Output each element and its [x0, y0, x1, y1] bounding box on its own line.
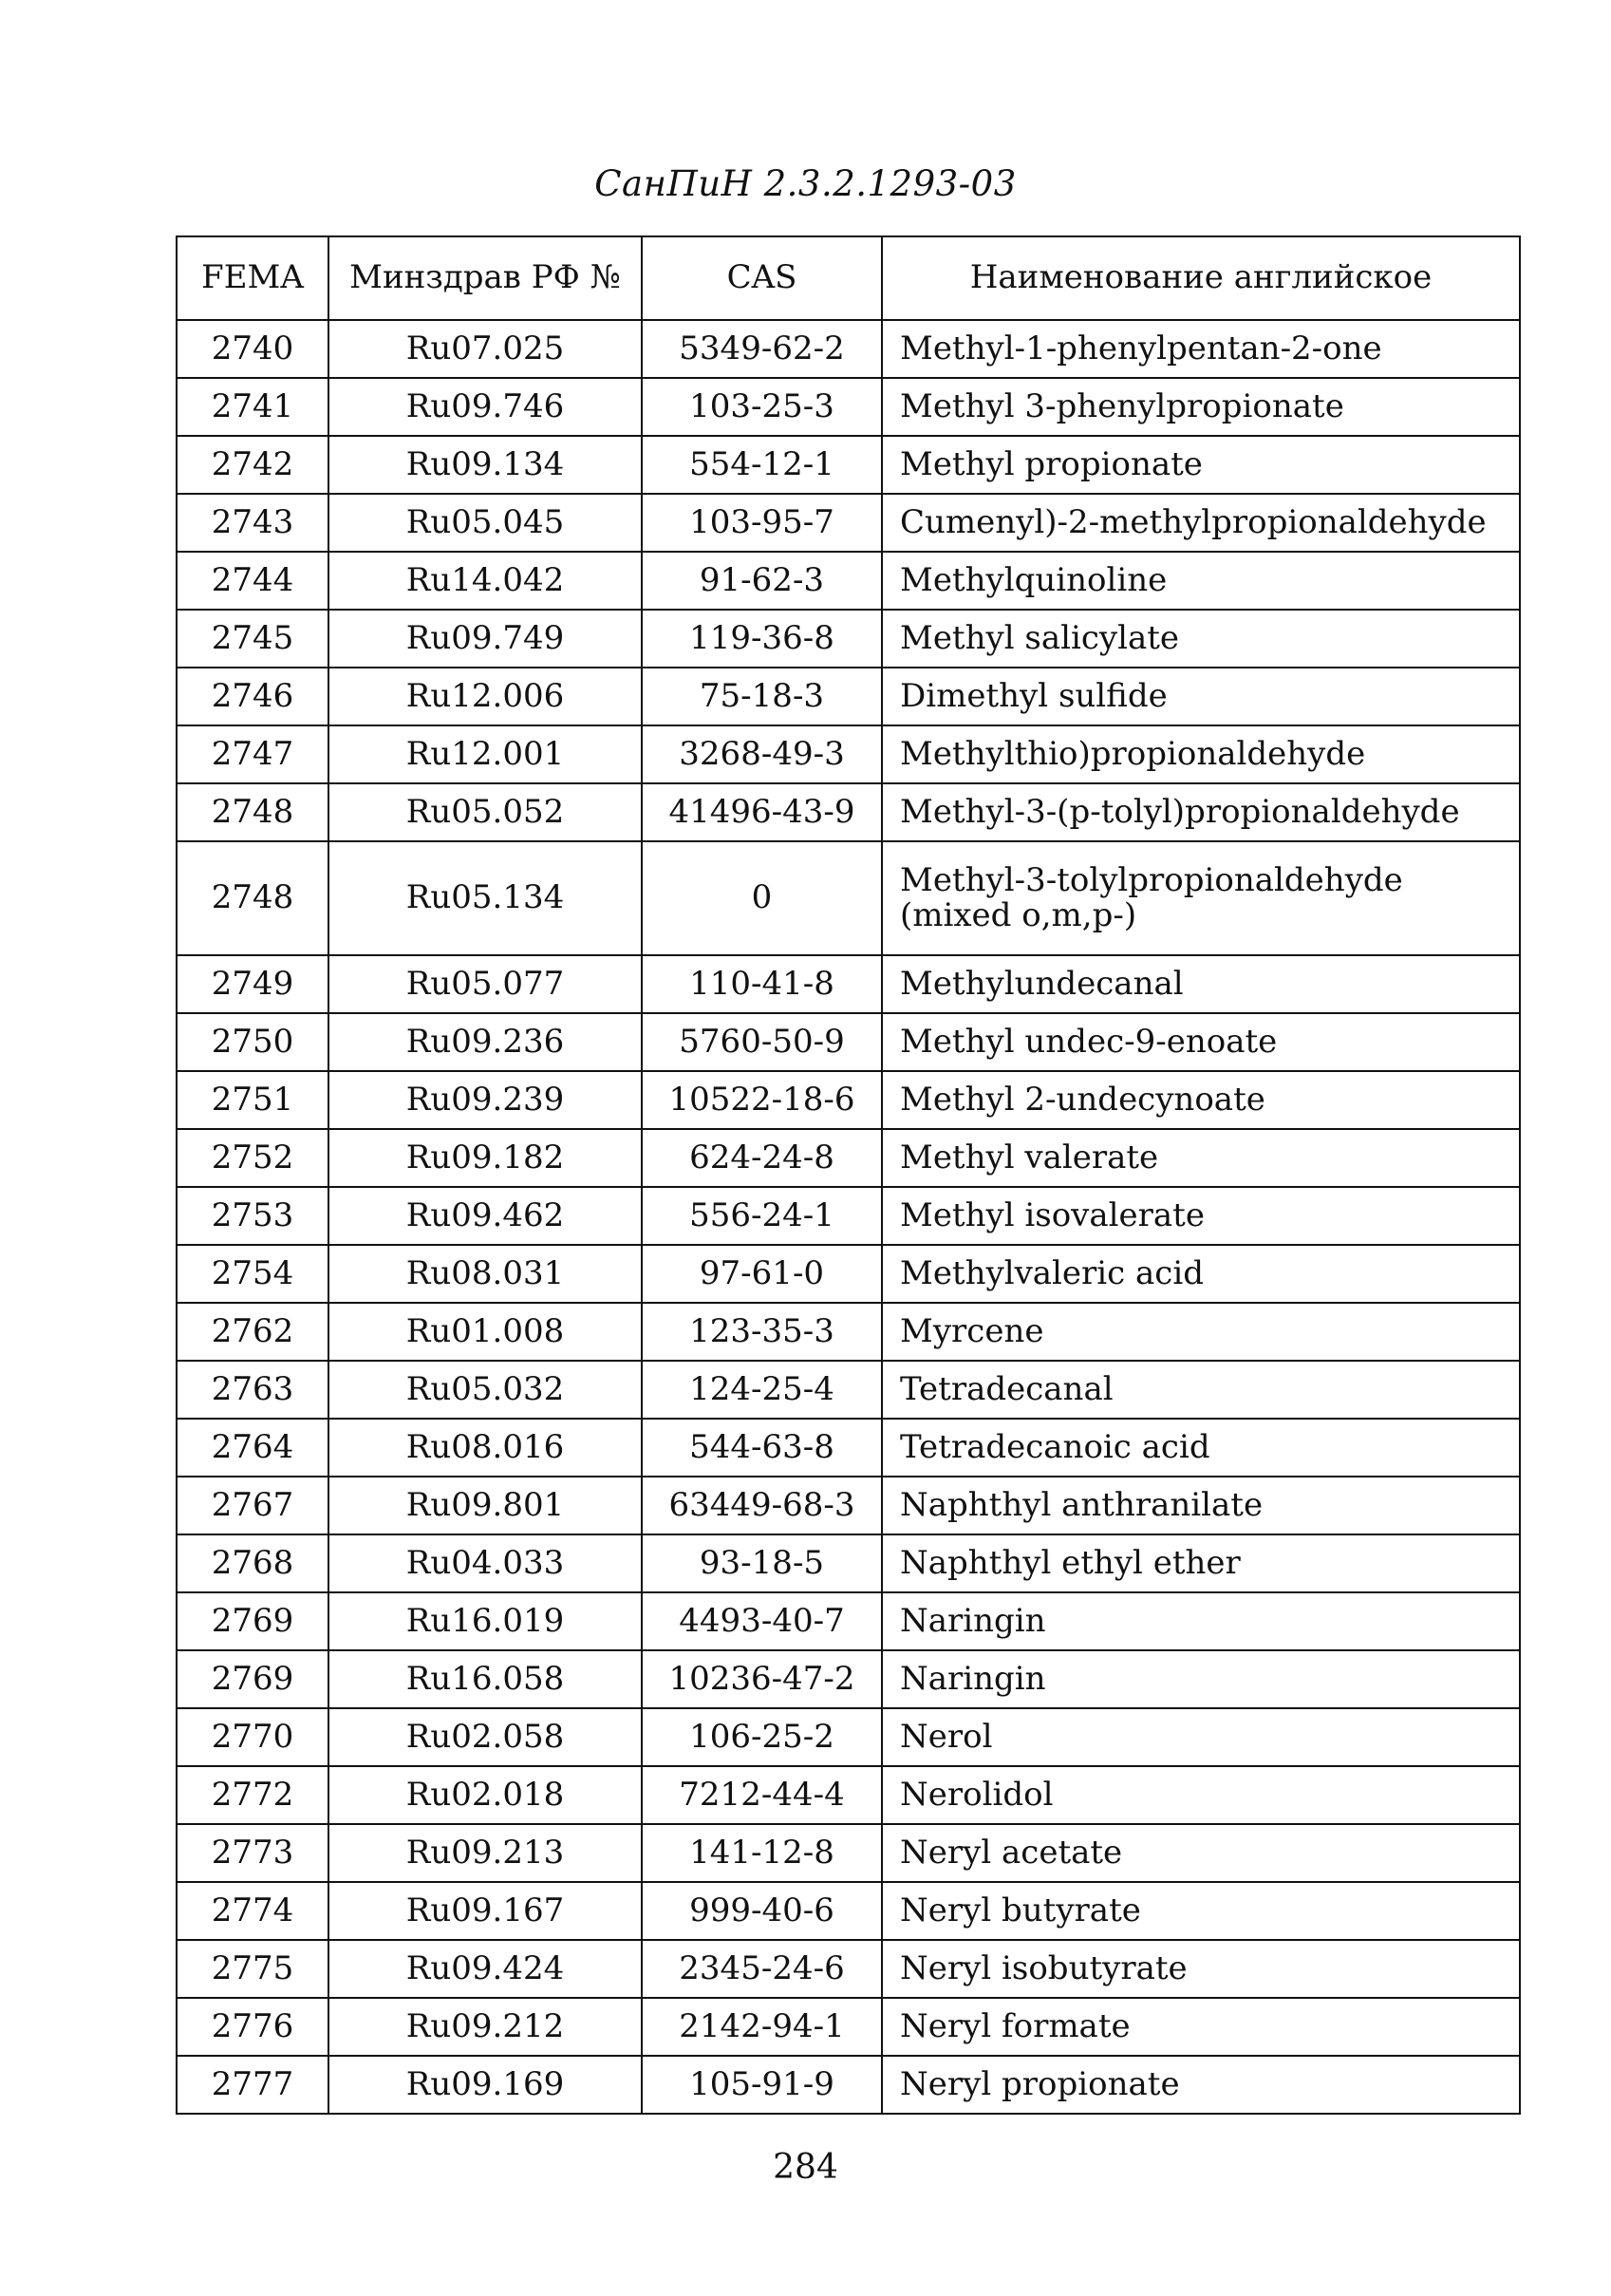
cell-minzdrav-number: Ru08.016: [328, 1419, 642, 1477]
cell-cas-number: 7212-44-4: [642, 1766, 882, 1824]
cell-english-name: Methyl isovalerate: [882, 1187, 1520, 1245]
cell-fema: 2745: [177, 610, 328, 668]
table-row: [177, 494, 1520, 552]
cell-fema: 2748: [177, 841, 328, 955]
table-body: [177, 320, 1520, 2114]
table-row: [177, 841, 1520, 955]
document-header: СанПиН 2.3.2.1293-03: [594, 163, 1017, 204]
cell-english-name: Methyl valerate: [882, 1129, 1520, 1187]
cell-cas-number: 5760-50-9: [642, 1013, 882, 1071]
cell-fema: 2750: [177, 1013, 328, 1071]
table-row: [177, 1998, 1520, 2056]
cell-english-name: Nerol: [882, 1708, 1520, 1766]
column-header-cas: CAS: [642, 236, 882, 320]
cell-minzdrav-number: Ru09.169: [328, 2056, 642, 2114]
cell-cas-number: 75-18-3: [642, 668, 882, 725]
cell-fema: 2769: [177, 1592, 328, 1650]
table-row: [177, 1882, 1520, 1940]
cell-english-name: Methyl-3-tolylpropionaldehyde (mixed o,m,p-): [882, 841, 1520, 955]
cell-cas-number: 4493-40-7: [642, 1592, 882, 1650]
cell-minzdrav-number: Ru02.058: [328, 1708, 642, 1766]
table-row: [177, 1013, 1520, 1071]
cell-minzdrav-number: Ru09.746: [328, 378, 642, 436]
cell-minzdrav-number: Ru09.167: [328, 1882, 642, 1940]
cell-english-name: Methylundecanal: [882, 955, 1520, 1013]
cell-fema: 2741: [177, 378, 328, 436]
cell-fema: 2775: [177, 1940, 328, 1998]
cell-english-name: Dimethyl sulfide: [882, 668, 1520, 725]
cell-fema: 2774: [177, 1882, 328, 1940]
cell-minzdrav-number: Ru02.018: [328, 1766, 642, 1824]
cell-fema: 2773: [177, 1824, 328, 1882]
table-row: [177, 320, 1520, 378]
table-row: [177, 1650, 1520, 1708]
table-row: [177, 1766, 1520, 1824]
table-row: [177, 378, 1520, 436]
cell-cas-number: 103-95-7: [642, 494, 882, 552]
cell-fema: 2768: [177, 1534, 328, 1592]
cell-cas-number: 3268-49-3: [642, 725, 882, 783]
cell-english-name: Methyl propionate: [882, 436, 1520, 494]
cell-fema: 2769: [177, 1650, 328, 1708]
cell-cas-number: 63449-68-3: [642, 1477, 882, 1534]
cell-minzdrav-number: Ru05.052: [328, 783, 642, 841]
table-header: [177, 236, 1520, 320]
table-row: [177, 783, 1520, 841]
table-row: [177, 1940, 1520, 1998]
cell-cas-number: 119-36-8: [642, 610, 882, 668]
cell-english-name: Neryl acetate: [882, 1824, 1520, 1882]
table-row: [177, 1534, 1520, 1592]
cell-fema: 2748: [177, 783, 328, 841]
cell-cas-number: 10236-47-2: [642, 1650, 882, 1708]
cell-cas-number: 5349-62-2: [642, 320, 882, 378]
cell-english-name: Methylquinoline: [882, 552, 1520, 610]
cell-fema: 2770: [177, 1708, 328, 1766]
cell-english-name: Methyl-1-phenylpentan-2-one: [882, 320, 1520, 378]
cell-fema: 2777: [177, 2056, 328, 2114]
cell-minzdrav-number: Ru09.236: [328, 1013, 642, 1071]
cell-minzdrav-number: Ru05.134: [328, 841, 642, 955]
cell-fema: 2753: [177, 1187, 328, 1245]
cell-minzdrav-number: Ru09.749: [328, 610, 642, 668]
cell-minzdrav-number: Ru09.212: [328, 1998, 642, 2056]
cell-fema: 2747: [177, 725, 328, 783]
cell-fema: 2749: [177, 955, 328, 1013]
cell-minzdrav-number: Ru09.462: [328, 1187, 642, 1245]
cell-english-name: Neryl formate: [882, 1998, 1520, 2056]
cell-minzdrav-number: Ru12.001: [328, 725, 642, 783]
cell-minzdrav-number: Ru14.042: [328, 552, 642, 610]
cell-cas-number: 124-25-4: [642, 1361, 882, 1419]
table-row: [177, 725, 1520, 783]
cell-english-name: Naphthyl anthranilate: [882, 1477, 1520, 1534]
table-header-row: [177, 236, 1520, 320]
substances-table-container: [176, 235, 1519, 2115]
cell-minzdrav-number: Ru16.019: [328, 1592, 642, 1650]
cell-english-name: Nerolidol: [882, 1766, 1520, 1824]
substances-table: [176, 235, 1521, 2115]
table-row: [177, 1592, 1520, 1650]
table-row: [177, 1419, 1520, 1477]
table-row: [177, 1708, 1520, 1766]
cell-cas-number: 123-35-3: [642, 1303, 882, 1361]
cell-fema: 2767: [177, 1477, 328, 1534]
table-row: [177, 1303, 1520, 1361]
column-header-english-name: Наименование английское: [882, 236, 1520, 320]
cell-english-name: Neryl butyrate: [882, 1882, 1520, 1940]
cell-cas-number: 624-24-8: [642, 1129, 882, 1187]
table-row: [177, 1129, 1520, 1187]
cell-cas-number: 105-91-9: [642, 2056, 882, 2114]
table-row: [177, 1477, 1520, 1534]
table-row: [177, 610, 1520, 668]
cell-minzdrav-number: Ru05.077: [328, 955, 642, 1013]
cell-minzdrav-number: Ru04.033: [328, 1534, 642, 1592]
cell-minzdrav-number: Ru09.801: [328, 1477, 642, 1534]
table-row: [177, 2056, 1520, 2114]
table-row: [177, 436, 1520, 494]
cell-minzdrav-number: Ru07.025: [328, 320, 642, 378]
cell-minzdrav-number: Ru01.008: [328, 1303, 642, 1361]
cell-english-name: Myrcene: [882, 1303, 1520, 1361]
cell-cas-number: 106-25-2: [642, 1708, 882, 1766]
cell-fema: 2776: [177, 1998, 328, 2056]
cell-cas-number: 91-62-3: [642, 552, 882, 610]
cell-cas-number: 0: [642, 841, 882, 955]
cell-minzdrav-number: Ru05.045: [328, 494, 642, 552]
cell-fema: 2752: [177, 1129, 328, 1187]
cell-cas-number: 544-63-8: [642, 1419, 882, 1477]
table-row: [177, 1361, 1520, 1419]
cell-english-name: Methyl 3-phenylpropionate: [882, 378, 1520, 436]
column-header-fema: FEMA: [177, 236, 328, 320]
cell-cas-number: 97-61-0: [642, 1245, 882, 1303]
cell-english-name: Methylthio)propionaldehyde: [882, 725, 1520, 783]
cell-fema: 2772: [177, 1766, 328, 1824]
cell-english-name: Cumenyl)-2-methylpropionaldehyde: [882, 494, 1520, 552]
cell-english-name: Methyl salicylate: [882, 610, 1520, 668]
table-row: [177, 552, 1520, 610]
table-row: [177, 1071, 1520, 1129]
cell-minzdrav-number: Ru16.058: [328, 1650, 642, 1708]
cell-english-name: Tetradecanal: [882, 1361, 1520, 1419]
cell-english-name: Methyl-3-(p-tolyl)propionaldehyde: [882, 783, 1520, 841]
cell-minzdrav-number: Ru09.134: [328, 436, 642, 494]
cell-cas-number: 141-12-8: [642, 1824, 882, 1882]
cell-fema: 2762: [177, 1303, 328, 1361]
table-row: [177, 955, 1520, 1013]
cell-cas-number: 103-25-3: [642, 378, 882, 436]
cell-english-name: Neryl propionate: [882, 2056, 1520, 2114]
cell-fema: 2740: [177, 320, 328, 378]
page-number: 284: [773, 2148, 838, 2187]
table-row: [177, 1187, 1520, 1245]
cell-cas-number: 999-40-6: [642, 1882, 882, 1940]
cell-english-name: Neryl isobutyrate: [882, 1940, 1520, 1998]
cell-minzdrav-number: Ru08.031: [328, 1245, 642, 1303]
cell-english-name: Naringin: [882, 1650, 1520, 1708]
cell-english-name: Naringin: [882, 1592, 1520, 1650]
table-row: [177, 1245, 1520, 1303]
cell-minzdrav-number: Ru09.424: [328, 1940, 642, 1998]
cell-fema: 2744: [177, 552, 328, 610]
cell-minzdrav-number: Ru09.182: [328, 1129, 642, 1187]
cell-minzdrav-number: Ru12.006: [328, 668, 642, 725]
table-row: [177, 1824, 1520, 1882]
cell-cas-number: 110-41-8: [642, 955, 882, 1013]
cell-fema: 2743: [177, 494, 328, 552]
cell-fema: 2764: [177, 1419, 328, 1477]
cell-english-name: Naphthyl ethyl ether: [882, 1534, 1520, 1592]
cell-cas-number: 2142-94-1: [642, 1998, 882, 2056]
cell-cas-number: 554-12-1: [642, 436, 882, 494]
cell-minzdrav-number: Ru09.213: [328, 1824, 642, 1882]
cell-english-name: Methylvaleric acid: [882, 1245, 1520, 1303]
cell-cas-number: 10522-18-6: [642, 1071, 882, 1129]
cell-english-name: Tetradecanoic acid: [882, 1419, 1520, 1477]
table-row: [177, 668, 1520, 725]
cell-cas-number: 2345-24-6: [642, 1940, 882, 1998]
cell-cas-number: 556-24-1: [642, 1187, 882, 1245]
cell-fema: 2742: [177, 436, 328, 494]
cell-fema: 2751: [177, 1071, 328, 1129]
cell-fema: 2763: [177, 1361, 328, 1419]
cell-english-name: Methyl 2-undecynoate: [882, 1071, 1520, 1129]
cell-english-name: Methyl undec-9-enoate: [882, 1013, 1520, 1071]
cell-cas-number: 93-18-5: [642, 1534, 882, 1592]
cell-fema: 2754: [177, 1245, 328, 1303]
cell-minzdrav-number: Ru05.032: [328, 1361, 642, 1419]
cell-cas-number: 41496-43-9: [642, 783, 882, 841]
column-header-minzdrav: Минздрав РФ №: [328, 236, 642, 320]
cell-minzdrav-number: Ru09.239: [328, 1071, 642, 1129]
cell-fema: 2746: [177, 668, 328, 725]
